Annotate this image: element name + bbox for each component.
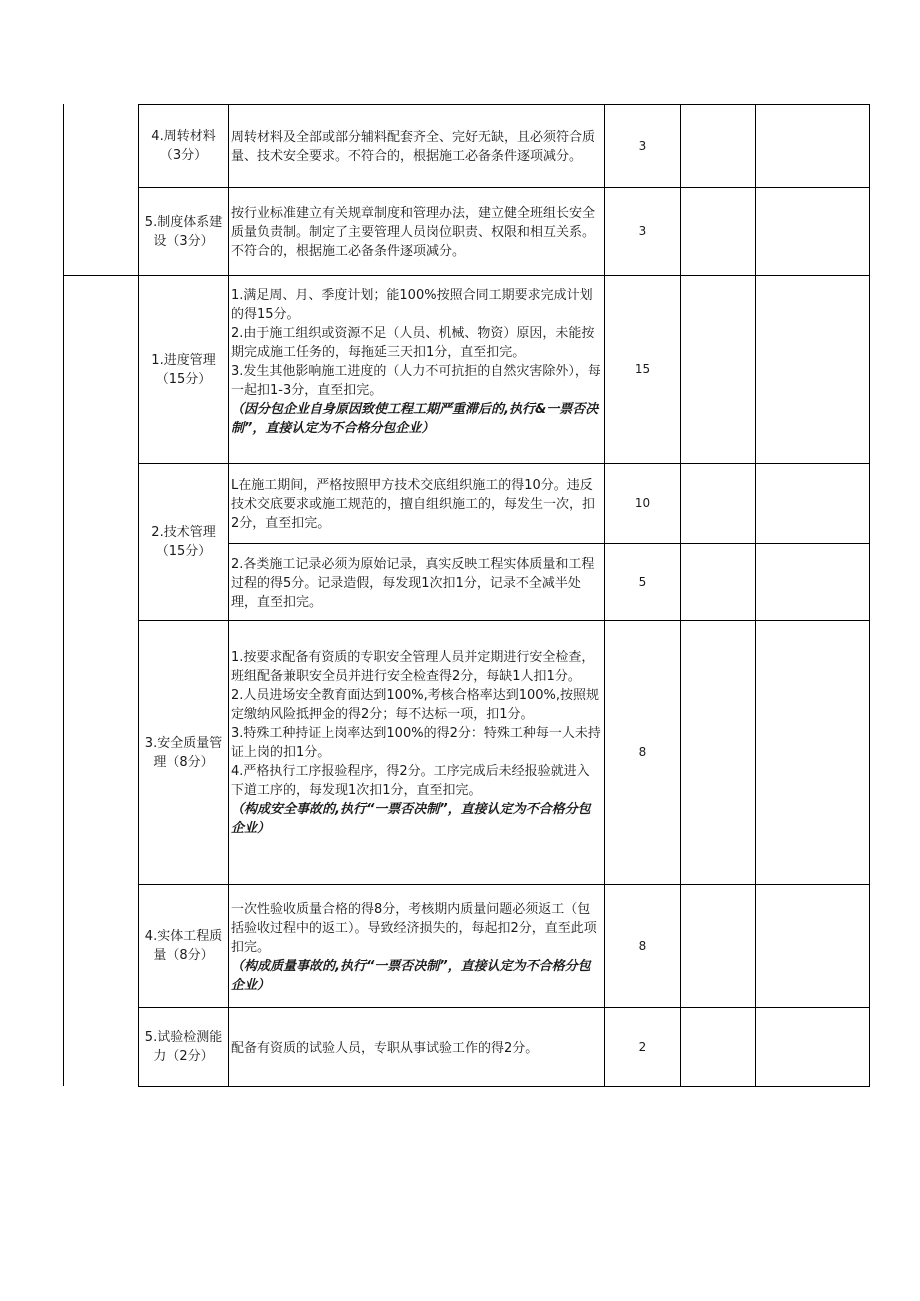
criteria-cell [229,284,604,463]
veto-note: （构成质量事故的,执行“一票否决制”，直接认定为不合格分包企业） [231,958,591,993]
score-value: 3 [638,138,647,153]
score-value: 2 [638,1039,647,1054]
score-value: 5 [638,574,647,589]
criteria-cell [229,1008,604,1086]
criteria-text: L在施工期间，严格按照甲方技术交底组织施工的得10分。违反技术交底要求或施工规范的，擅自组织施工的，每发生一次，扣2分，直至扣完。 [231,478,596,531]
item-label: 4.实体工程质量（8分） [144,929,223,963]
criteria-text: 2.各类施工记录必须为原始记录，真实反映工程实体质量和工程过程的得5分。记录造假，每发现1次扣1分，记录不全减半处理，直至扣完。 [231,556,595,610]
item-label: 4.周转材料（3分） [151,129,216,163]
item-label: 1.进度管理（15分） [151,352,216,387]
criteria-cell [229,464,604,543]
empty-column [681,105,755,1086]
criteria-text: 4.严格执行工序报验程序，得2分。工序完成后未经报验就进入下道工序的，每发现1次扣1分，直至扣完。 [231,764,590,798]
grid-line [63,104,64,1086]
criteria-text: 按行业标准建立有关规章制度和管理办法，建立健全班组长安全质量负责制。制定了主要管理人员岗位职责、权限和相互关系。不符合的，根据施工必备条件逐项减分。 [231,206,596,259]
criteria-cell [229,885,604,1007]
score-value: 3 [638,224,647,238]
criteria-text: 2.人员进场安全教育面达到100%,考核合格率达到100%,按照规定缴纳风险抵押金的得2分；每不达标一项，扣1分。 [231,688,599,722]
criteria-text: 3.发生其他影响施工进度的（人力不可抗拒的自然灾害除外），每一起扣1-3分，直至扣完。 [231,364,601,398]
score-value: 10 [634,496,651,510]
criteria-text: 周转材料及全部或部分辅料配套齐全、完好无缺，且必须符合质量、技术安全要求。不符合的，根据施工必备条件逐项减分。 [231,130,596,164]
criteria-cell [229,188,604,275]
criteria-text: 2.由于施工组织或资源不足（人员、机械、物资）原因，未能按期完成施工任务的，每拖延三天扣1分，直至扣完。 [231,326,595,360]
grid-line [138,1086,870,1087]
criteria-text: 1.按要求配备有资质的专职安全管理人员并定期进行安全检查，班组配备兼职安全员并进行安全检查得2分，每缺1人扣1分。 [231,650,595,684]
item-label: 5.制度体系建设（3分） [144,214,223,249]
criteria-text: 一次性验收质量合格的得8分，考核期内质量问题必须返工（包括验收过程中的返工）。导致经济损失的，每起扣2分，直至此项扣完。 [231,901,597,955]
grid-line [869,104,870,1086]
score-value: 8 [638,938,647,953]
score-value: 8 [638,745,647,759]
veto-note: （构成安全事故的,执行“一票否决制”，直接认定为不合格分包企业） [231,802,591,836]
veto-note: （因分包企业自身原因致使工程工期严重滞后的,执行&一票否决制”，直接认定为不合格分包企业） [231,402,599,436]
item-label: 2.技术管理（15分） [151,525,216,559]
criteria-cell [229,544,604,620]
item-label: 5.试验检测能力（2分） [144,1030,223,1064]
criteria-cell [229,105,604,187]
criteria-text: 配备有资质的试验人员，专职从事试验工作的得2分。 [231,1040,539,1056]
criteria-text: 1.满足周、月、季度计划；能100%按照合同工期要求完成计划的得15分。 [231,288,593,322]
score-value: 15 [634,362,651,376]
item-label: 3.安全质量管理（8分） [144,735,223,770]
criteria-cell [229,646,604,884]
criteria-text: 3.特殊工种持证上岗率达到100%的得2分：特殊工种每一人未持证上岗的扣1分。 [231,726,601,760]
empty-column [756,105,869,1086]
